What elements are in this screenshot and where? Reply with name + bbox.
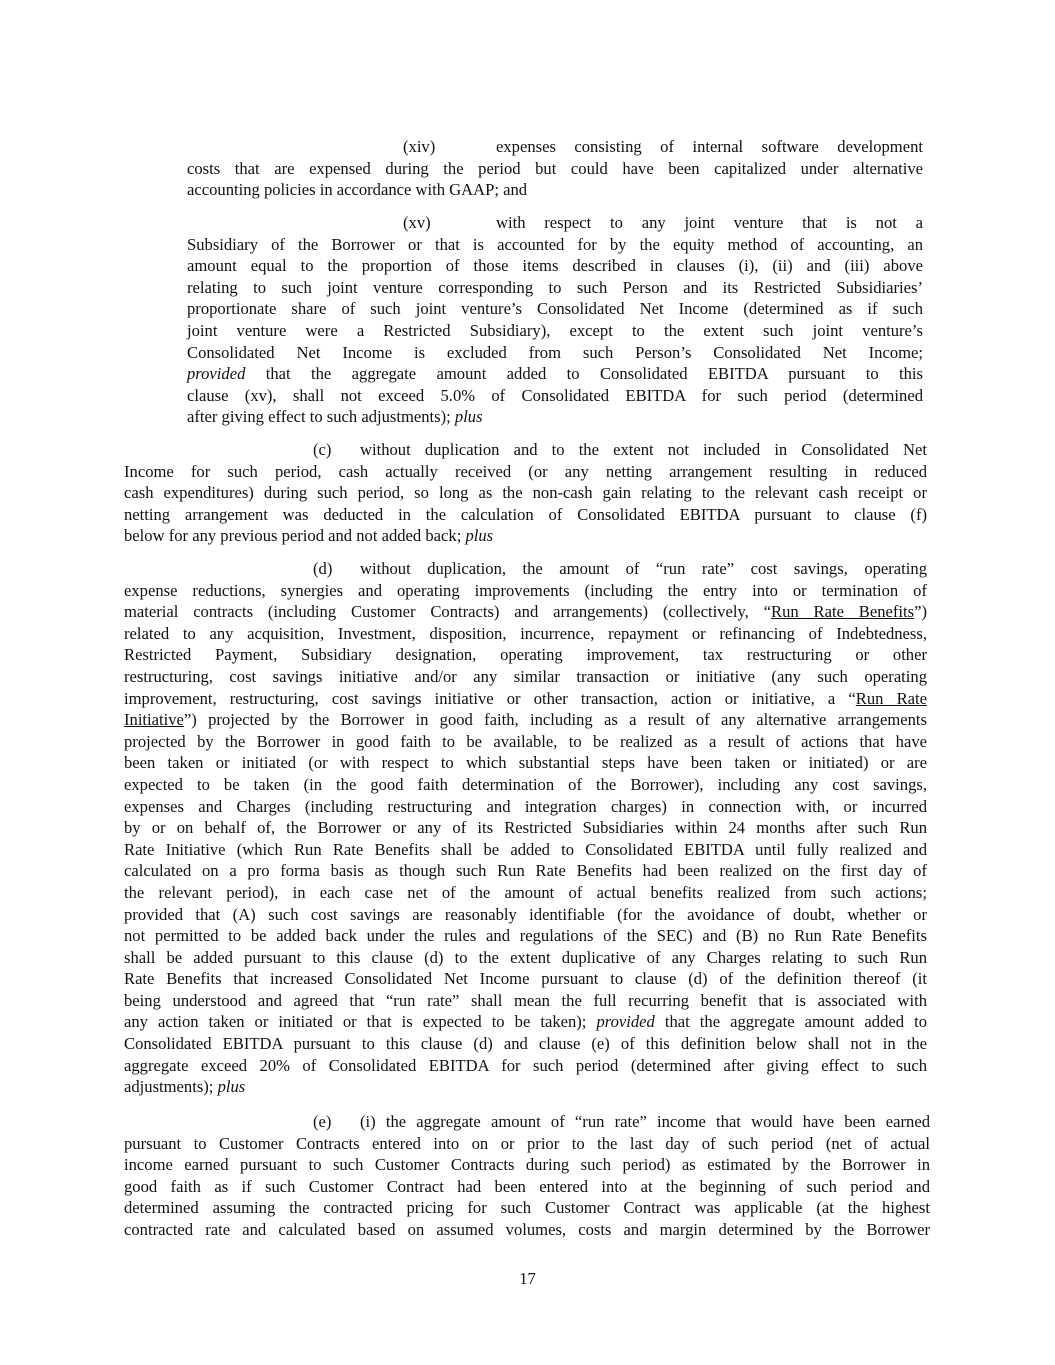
clause-xv-line-8: provided that the aggregate amount added to Consolidated EBITDA pursuant to this <box>187 364 923 384</box>
clause-d-line-24: aggregate exceed 20% of Consolidated EBITDA for such period (determined after giving effect to such <box>124 1055 927 1075</box>
clause-e-line-1: (e) (i) the aggregate amount of “run rate” income that would have been earned <box>313 1112 930 1131</box>
clause-d-line-7: improvement, restructuring, cost savings initiative or other transaction, action or initiative, a “Run Rate <box>124 688 928 708</box>
defined-term-initiative: Initiative <box>124 710 184 730</box>
clause-d-line-13: by or on behalf of, the Borrower or any of its Restricted Subsidiaries within 24 months after such Run <box>124 818 927 838</box>
clause-xv-line-9: clause (xv), shall not exceed 5.0% of Consolidated EBITDA for such period (determined <box>187 385 923 405</box>
clause-e <box>124 1111 930 1241</box>
clause-d-line-4: related to any acquisition, Investment, disposition, incurrence, repayment or refinancing of Indebtedness, <box>124 623 927 643</box>
clause-d-line-3: material contracts (including Customer Contracts) and arrangements) (collectively, “Run Rate Benefits”) <box>124 602 927 622</box>
clause-xiv <box>187 136 923 201</box>
clause-c-line-5: below for any previous period and not added back; plus <box>124 526 494 546</box>
clause-d-label: (d) <box>313 559 333 578</box>
clause-d-line-12: expenses and Charges (including restructuring and integration charges) in connection with, or incurred <box>124 796 927 816</box>
clause-d-line-19: shall be added pursuant to this clause (d) to the extent duplicative of any Charges relating to such Run <box>124 947 927 967</box>
clause-xiv-line-1: (xiv) expenses consisting of internal software development <box>403 137 923 156</box>
clause-xv-line-5: proportionate share of such joint venture’s Consolidated Net Income (determined as if such <box>187 299 923 319</box>
clause-d-line-25: adjustments); plus <box>124 1077 246 1097</box>
clause-xv-line-7: Consolidated Net Income is excluded from such Person’s Consolidated Net Income; <box>187 342 923 362</box>
clause-c-line-3: cash expenditures) during such period, so long as the non-cash gain relating to the relevant cash receipt or <box>124 483 927 503</box>
clause-xiv-line-2: costs that are expensed during the period but could have been capitalized under alternative <box>187 158 923 178</box>
clause-xv-line-6: joint venture were a Restricted Subsidiary), except to the extent such joint venture’s <box>187 320 923 340</box>
defined-term-run-rate-benefits: Run Rate Benefits <box>771 602 915 622</box>
clause-xiv-label: (xiv) <box>403 137 436 156</box>
clause-d-line-8: Initiative”) projected by the Borrower in good faith, including as a result of any alternative arrangements <box>124 710 927 730</box>
clause-e-label: (e) <box>313 1112 332 1131</box>
clause-c-label: (c) <box>313 440 332 459</box>
clause-xv-line-10: after giving effect to such adjustments); plus <box>187 407 483 427</box>
defined-term-run-rate: Run Rate <box>855 688 928 708</box>
clause-d-line-10: been taken or initiated (or with respect to which substantial steps have been taken or initiated) or are <box>124 753 927 773</box>
clause-xiv-line-3: accounting policies in accordance with GAAP; and <box>187 180 528 200</box>
clause-xv-line-3: amount equal to the proportion of those items described in clauses (i), (ii) and (iii) above <box>187 256 923 276</box>
clause-xv <box>187 212 923 428</box>
clause-d-line-20: Rate Benefits that increased Consolidated Net Income pursuant to clause (d) of the definition thereof (it <box>124 969 927 989</box>
clause-e-line-6: contracted rate and calculated based on assumed volumes, costs and margin determined by the Borrower <box>124 1219 930 1239</box>
clause-e-line-2: pursuant to Customer Contracts entered into on or prior to the last day of such period (net of actual <box>124 1133 930 1153</box>
clause-d-line-22: any action taken or initiated or that is expected to be taken); provided that the aggregate amount added to <box>124 1012 927 1032</box>
clause-d-line-15: calculated on a pro forma basis as though such Run Rate Benefits had been realized on the first day of <box>124 861 927 881</box>
clause-d-line-16: the relevant period), in each case net of the amount of actual benefits realized from such actions; <box>124 882 927 902</box>
clause-d-line-21: being understood and agreed that “run rate” shall mean the full recurring benefit that is associated with <box>124 990 927 1010</box>
clause-e-line-3: income earned pursuant to such Customer Contracts during such period) as estimated by the Borrower in <box>124 1155 930 1175</box>
clause-d-line-9: projected by the Borrower in good faith to be available, to be realized as a result of actions that have <box>124 731 927 751</box>
clause-d-line-6: restructuring, cost savings initiative and/or any similar transaction or initiative (any such operating <box>124 666 927 686</box>
clause-d-line-14: Rate Initiative (which Run Rate Benefits shall be added to Consolidated EBITDA until fully realized and <box>124 839 927 859</box>
clause-d-line-23: Consolidated EBITDA pursuant to this clause (d) and clause (e) of this definition below shall not in the <box>124 1034 927 1054</box>
clause-e-line-4: good faith as if such Customer Contract had been entered into at the beginning of such period and <box>124 1176 930 1196</box>
clause-d-line-11: expected to be taken (in the good faith determination of the Borrower), including any cost savings, <box>124 774 927 794</box>
clause-d-line-2: expense reductions, synergies and operating improvements (including the entry into or termination of <box>124 580 927 600</box>
clause-c-line-4: netting arrangement was deducted in the calculation of Consolidated EBITDA pursuant to clause (f) <box>124 504 927 524</box>
clause-c-line-2: Income for such period, cash actually received (or any netting arrangement resulting in reduced <box>124 461 927 481</box>
clause-c-line-1: (c) without duplication and to the extent not included in Consolidated Net <box>313 440 927 459</box>
clause-xv-label: (xv) <box>403 213 431 232</box>
page-number: 17 <box>519 1269 536 1288</box>
clause-d-line-5: Restricted Payment, Subsidiary designation, operating improvement, tax restructuring or other <box>124 645 927 665</box>
clause-xv-line-1: (xv) with respect to any joint venture that is not a <box>403 213 923 232</box>
clause-d-line-1: (d) without duplication, the amount of “run rate” cost savings, operating <box>313 559 927 578</box>
clause-e-line-5: determined assuming the contracted pricing for such Customer Contract was applicable (at the highest <box>124 1198 930 1218</box>
clause-xv-line-4: relating to such joint venture corresponding to such Person and its Restricted Subsidiaries’ <box>187 277 923 297</box>
clause-d <box>124 558 927 1098</box>
clause-d-line-18: not permitted to be added back under the rules and regulations of the SEC) and (B) no Run Rate Benefits <box>124 926 927 946</box>
clause-d-line-17: provided that (A) such cost savings are reasonably identifiable (for the avoidance of doubt, whether or <box>124 904 927 924</box>
clause-xv-line-2: Subsidiary of the Borrower or that is accounted for by the equity method of accounting, an <box>187 234 923 254</box>
clause-c <box>124 439 927 547</box>
